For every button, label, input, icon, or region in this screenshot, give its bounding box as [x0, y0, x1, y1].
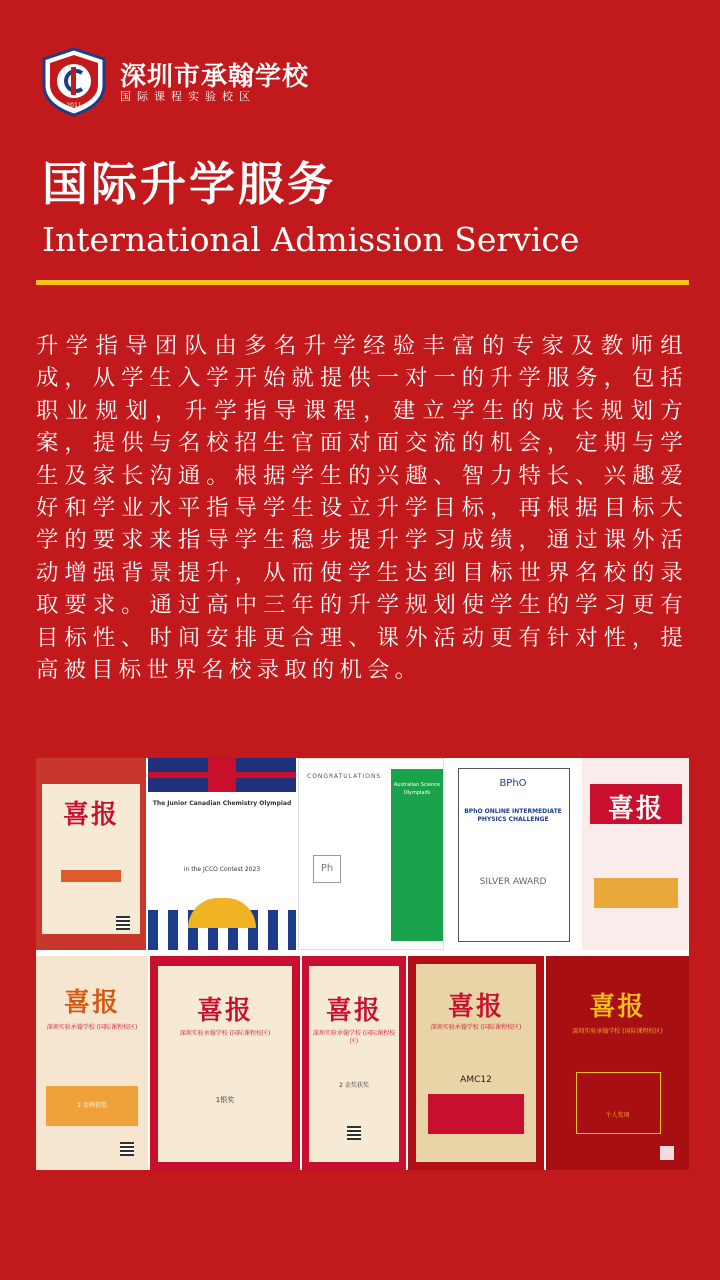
school-line: 深圳实验承翰学校 (国际课程校区): [179, 1030, 271, 1037]
certificate-title: BPhO: [499, 778, 527, 789]
school-logo-icon: [38, 45, 110, 117]
qr-code-icon: [347, 1126, 361, 1140]
certificate-title: 喜报: [325, 996, 382, 1026]
certificate-title: CONGRATULATIONS: [307, 773, 382, 780]
certificate-title: The Junior Canadian Chemistry Olympiad: [152, 800, 292, 807]
award-level: SILVER AWARD: [479, 877, 547, 887]
qr-code-icon: [120, 1142, 134, 1156]
certificate-card: [408, 956, 544, 1170]
qr-code-icon: [660, 1146, 674, 1160]
award-level: 1 金牌获奖: [46, 1086, 138, 1126]
award-level: 个人奖项: [605, 1112, 630, 1119]
page-title-english: International Admission Service: [42, 220, 580, 259]
certificate-card: [582, 758, 689, 950]
certificate-card: [302, 956, 406, 1170]
certificate-title: 喜报: [447, 992, 504, 1022]
certificate-card: [36, 758, 146, 950]
certificate-subtitle: BPhO ONLINE INTERMEDIATE PHYSICS CHALLENGE: [464, 808, 562, 823]
service-description: 升学指导团队由多名升学经验丰富的专家及教师组成，从学生入学开始就提供一对一的升学服务，包括职业规划，升学指导课程，建立学生的成长规划方案，提供与名校招生官面对面交流的机会，定期与学生及家长沟通。根据学生的兴趣、智力特长、兴趣爱好和学业水平指导学生设立升学目标，再根据目标大学的要求来指导学生稳步提升学习成绩，通过课外活动增强背景提升，从而使学生达到目标世界名校的录取要求。通过高中三年的升学规划使学生的学习更有目标性、时间安排更合理、课外活动更有针对性，提高被目标世界名校录取的机会。: [36, 333, 688, 684]
school-line: 深圳实验承翰学校 (国际课程校区): [312, 1030, 396, 1045]
certificate-card: [150, 956, 300, 1170]
qr-code-icon: [116, 916, 130, 930]
school-subtitle: 国际课程实验校区: [120, 90, 256, 103]
certificate-card: [36, 956, 148, 1170]
certificate-title: 喜报: [63, 988, 120, 1018]
certificate-gallery: [36, 758, 689, 1170]
certificate-title: 喜报: [607, 794, 664, 824]
school-line: 深圳实验承翰学校 (国际课程校区): [430, 1024, 522, 1031]
certificate-card: [298, 758, 444, 950]
certificate-badge: Australian Science Olympiads: [393, 782, 441, 796]
certificate-title: 喜报: [196, 996, 253, 1026]
award-level: 1银奖: [215, 1096, 235, 1104]
award-level: AMC12: [460, 1075, 492, 1085]
certificate-card: [546, 956, 689, 1170]
award-level: 2 金奖获奖: [339, 1082, 369, 1089]
certificate-title: 喜报: [62, 800, 119, 830]
school-line: 深圳实验承翰学校 (国际课程校区): [572, 1028, 663, 1035]
title-divider: [36, 280, 689, 285]
page-title: 国际升学服务: [42, 157, 336, 211]
logo-year: 2011: [66, 102, 82, 109]
certificate-line: in the JCCO Contest 2023: [183, 866, 261, 873]
certificate-card: [148, 758, 296, 950]
periodic-element-icon: Ph: [313, 855, 341, 883]
award-band: [61, 870, 121, 882]
certificate-card: [446, 758, 580, 950]
certificate-title: 喜报: [589, 992, 646, 1022]
school-name: 深圳市承翰学校: [120, 62, 310, 92]
school-line: 深圳实验承翰学校 (国际课程校区): [46, 1024, 138, 1031]
